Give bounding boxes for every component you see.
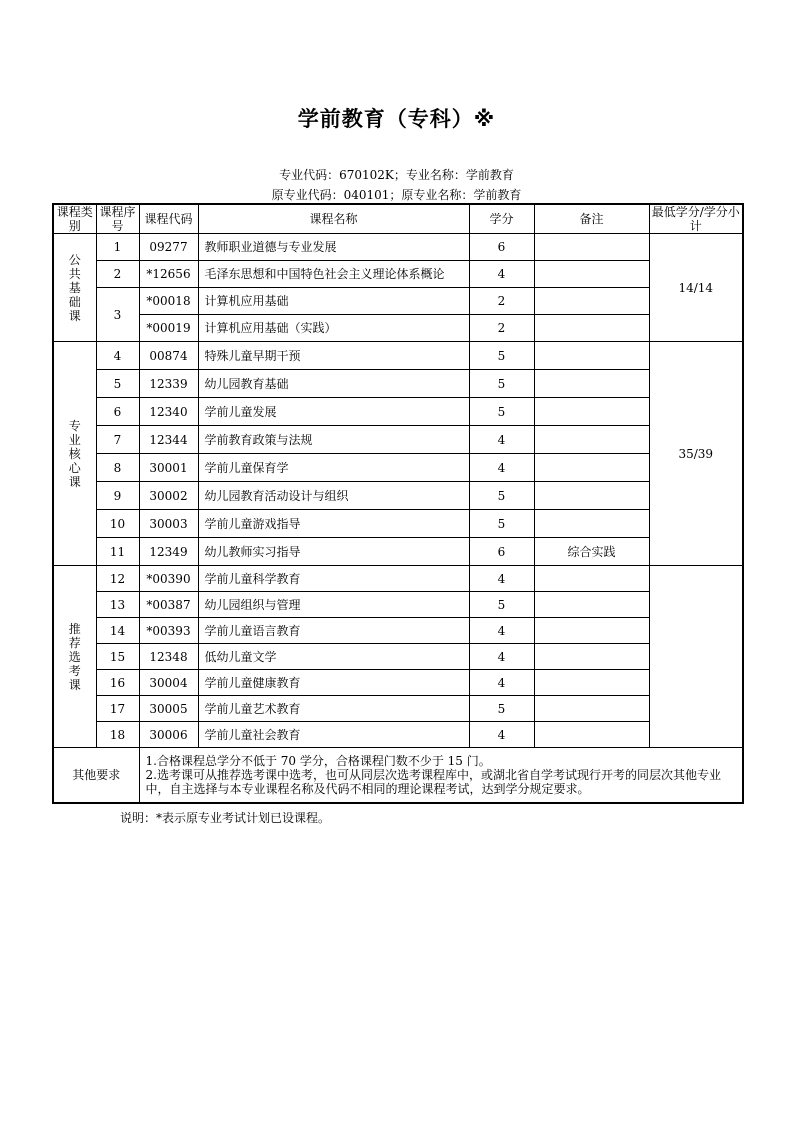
remark-cell: [534, 426, 649, 454]
code-cell: 30002: [139, 482, 198, 510]
category-char: 础: [68, 294, 81, 309]
code-cell: 12349: [139, 538, 198, 566]
other-requirements-row: [53, 748, 743, 804]
seq-cell: 7: [96, 426, 139, 454]
name-cell: 计算机应用基础: [198, 288, 469, 315]
header-category: 课程类别: [53, 204, 96, 234]
remark-cell: [534, 398, 649, 426]
name-cell: 学前儿童游戏指导: [198, 510, 469, 538]
credit-cell: 5: [469, 696, 534, 722]
requirement-item: 2.选考课可从推荐选考课中选考，也可从同层次选考课程库中，或湖北省自学考试现行开考的同层次其他专业中，自主选择与本专业课程名称及代码不相同的理论课程考试，达到学分规定要求。: [145, 768, 721, 796]
remark-cell: [534, 722, 649, 748]
category-char: 推: [68, 621, 81, 636]
table-row: [53, 696, 743, 722]
table-row: [53, 315, 743, 342]
table-row: [53, 644, 743, 670]
name-cell: 教师职业道德与专业发展: [198, 234, 469, 261]
remark-cell: [534, 454, 649, 482]
code-cell: 30006: [139, 722, 198, 748]
footnote: 说明：*表示原专业考试计划已设课程。: [120, 811, 331, 825]
credit-cell: 4: [469, 454, 534, 482]
table-row: [53, 722, 743, 748]
credit-cell: 5: [469, 592, 534, 618]
header-seq: 课程序号: [96, 204, 139, 234]
subtotal-cell: [649, 566, 743, 748]
seq-cell: 5: [96, 370, 139, 398]
header-remark: 备注: [534, 204, 649, 234]
code-cell: 00874: [139, 342, 198, 370]
name-cell: 学前儿童发展: [198, 398, 469, 426]
code-cell: 30003: [139, 510, 198, 538]
code-cell: 30005: [139, 696, 198, 722]
remark-cell: [534, 618, 649, 644]
course-plan-table: [52, 203, 744, 804]
category-char: 选: [68, 649, 81, 664]
remark-cell: [534, 592, 649, 618]
credit-cell: 5: [469, 370, 534, 398]
code-cell: 09277: [139, 234, 198, 261]
credit-cell: 2: [469, 288, 534, 315]
category-char: 考: [68, 663, 81, 678]
category-cell: [53, 234, 96, 342]
header-credit: 学分: [469, 204, 534, 234]
name-cell: 幼儿园教育基础: [198, 370, 469, 398]
seq-cell: 12: [96, 566, 139, 592]
credit-cell: 6: [469, 234, 534, 261]
seq-cell: 11: [96, 538, 139, 566]
seq-cell: 1: [96, 234, 139, 261]
remark-cell: [534, 261, 649, 288]
table-row: [53, 234, 743, 261]
name-cell: 学前教育政策与法规: [198, 426, 469, 454]
category-char: 公: [68, 252, 81, 267]
code-cell: *00387: [139, 592, 198, 618]
code-cell: 12348: [139, 644, 198, 670]
other-requirements-label: 其他要求: [53, 748, 139, 804]
subtotal-cell: 35/39: [649, 342, 743, 566]
credit-cell: 4: [469, 261, 534, 288]
credit-cell: 4: [469, 670, 534, 696]
header-name: 课程名称: [198, 204, 469, 234]
seq-cell: 15: [96, 644, 139, 670]
code-cell: 30001: [139, 454, 198, 482]
name-cell: 幼儿园教育活动设计与组织: [198, 482, 469, 510]
code-cell: 12339: [139, 370, 198, 398]
table-row: [53, 398, 743, 426]
table-row: [53, 566, 743, 592]
seq-cell: 3: [96, 288, 139, 342]
remark-cell: [534, 696, 649, 722]
name-cell: 低幼儿童文学: [198, 644, 469, 670]
name-cell: 学前儿童保育学: [198, 454, 469, 482]
remark-cell: [534, 482, 649, 510]
table-row: [53, 592, 743, 618]
remark-cell: [534, 566, 649, 592]
category-char: 业: [68, 432, 81, 447]
header-code: 课程代码: [139, 204, 198, 234]
seq-cell: 8: [96, 454, 139, 482]
seq-cell: 4: [96, 342, 139, 370]
name-cell: 学前儿童科学教育: [198, 566, 469, 592]
credit-cell: 4: [469, 566, 534, 592]
remark-cell: 综合实践: [534, 538, 649, 566]
credit-cell: 5: [469, 510, 534, 538]
category-char: 荐: [68, 635, 81, 650]
credit-cell: 4: [469, 426, 534, 454]
credit-cell: 5: [469, 398, 534, 426]
seq-cell: 14: [96, 618, 139, 644]
seq-cell: 16: [96, 670, 139, 696]
category-char: 课: [68, 308, 81, 323]
category-char: 基: [68, 280, 81, 295]
name-cell: 学前儿童社会教育: [198, 722, 469, 748]
remark-cell: [534, 370, 649, 398]
seq-cell: 18: [96, 722, 139, 748]
credit-cell: 5: [469, 482, 534, 510]
seq-cell: 10: [96, 510, 139, 538]
name-cell: 学前儿童艺术教育: [198, 696, 469, 722]
original-major-code-line: 原专业代码：040101；原专业名称：学前教育: [271, 188, 522, 202]
remark-cell: [534, 342, 649, 370]
table-row: [53, 670, 743, 696]
table-row: [53, 342, 743, 370]
code-cell: 12344: [139, 426, 198, 454]
name-cell: 毛泽东思想和中国特色社会主义理论体系概论: [198, 261, 469, 288]
table-row: [53, 288, 743, 315]
remark-cell: [534, 644, 649, 670]
remark-cell: [534, 288, 649, 315]
name-cell: 学前儿童健康教育: [198, 670, 469, 696]
credit-cell: 6: [469, 538, 534, 566]
seq-cell: 9: [96, 482, 139, 510]
category-char: 课: [68, 677, 81, 692]
name-cell: 幼儿园组织与管理: [198, 592, 469, 618]
credit-cell: 4: [469, 644, 534, 670]
credit-cell: 5: [469, 342, 534, 370]
major-code-line: 专业代码：670102K；专业名称：学前教育: [279, 168, 514, 182]
category-char: 课: [68, 474, 81, 489]
category-char: 专: [68, 418, 81, 433]
category-char: 共: [68, 266, 81, 281]
category-char: 心: [68, 460, 81, 475]
table-row: [53, 482, 743, 510]
name-cell: 幼儿教师实习指导: [198, 538, 469, 566]
seq-cell: 6: [96, 398, 139, 426]
name-cell: 学前儿童语言教育: [198, 618, 469, 644]
category-char: 核: [68, 446, 81, 461]
table-header-row: [53, 204, 743, 234]
table-row: [53, 510, 743, 538]
table-row: [53, 261, 743, 288]
remark-cell: [534, 670, 649, 696]
table-row: [53, 426, 743, 454]
table-row: [53, 454, 743, 482]
code-cell: 12340: [139, 398, 198, 426]
other-requirements-text: [139, 748, 743, 804]
code-cell: *00018: [139, 288, 198, 315]
code-cell: *00390: [139, 566, 198, 592]
header-min-credit: 最低学分/学分小计: [649, 204, 743, 234]
requirement-item: 1.合格课程总学分不低于 70 学分，合格课程门数不少于 15 门。: [145, 754, 491, 768]
credit-cell: 2: [469, 315, 534, 342]
name-cell: 特殊儿童早期干预: [198, 342, 469, 370]
category-cell: [53, 566, 96, 748]
code-cell: 30004: [139, 670, 198, 696]
table-row: [53, 618, 743, 644]
code-cell: *00393: [139, 618, 198, 644]
remark-cell: [534, 234, 649, 261]
page-title: 学前教育（专科）※: [297, 107, 496, 131]
category-cell: [53, 342, 96, 566]
code-cell: *12656: [139, 261, 198, 288]
table-row: [53, 370, 743, 398]
table-row: [53, 538, 743, 566]
subtotal-cell: 14/14: [649, 234, 743, 342]
seq-cell: 13: [96, 592, 139, 618]
credit-cell: 4: [469, 618, 534, 644]
code-cell: *00019: [139, 315, 198, 342]
remark-cell: [534, 315, 649, 342]
seq-cell: 17: [96, 696, 139, 722]
name-cell: 计算机应用基础（实践）: [198, 315, 469, 342]
seq-cell: 2: [96, 261, 139, 288]
remark-cell: [534, 510, 649, 538]
credit-cell: 4: [469, 722, 534, 748]
